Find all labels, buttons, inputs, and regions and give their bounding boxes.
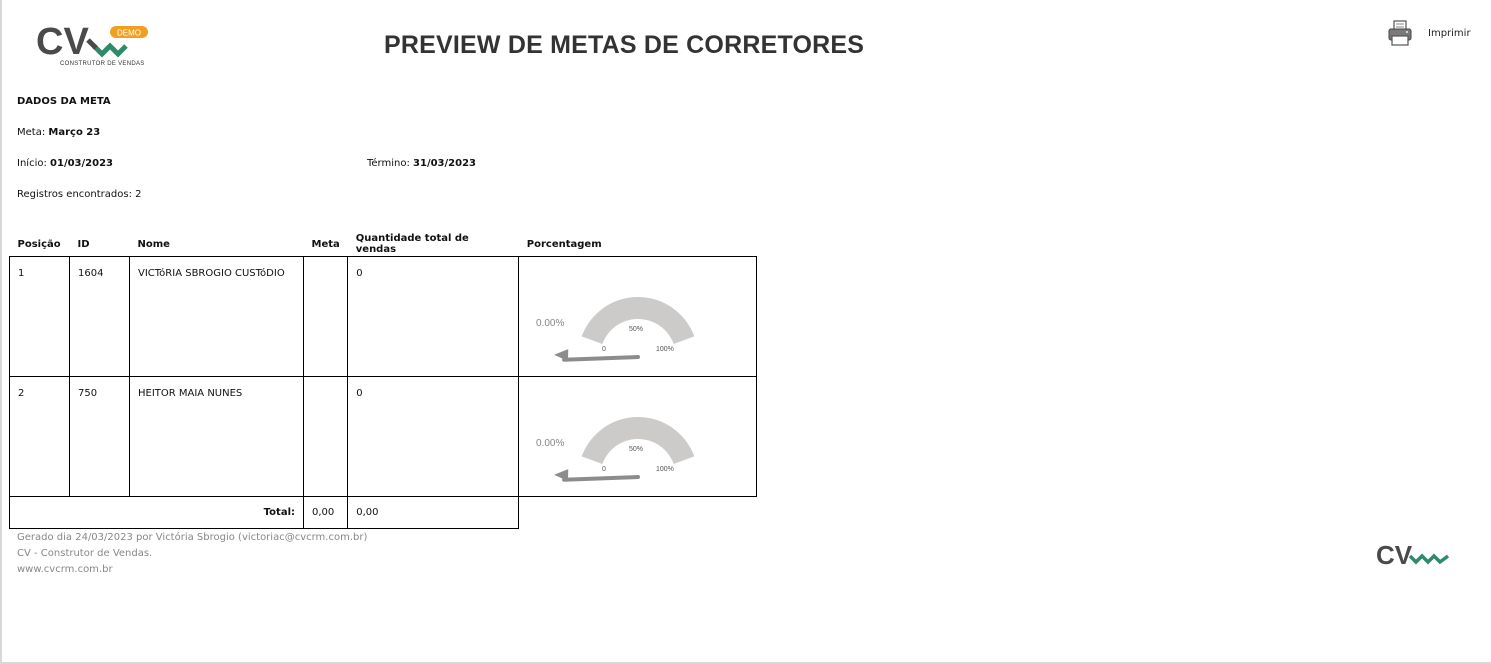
svg-text:CV: CV [1376, 540, 1413, 568]
cell-posicao: 2 [10, 376, 70, 496]
gauge-max-label: 100% [656, 345, 675, 353]
gauge-value-label: 0.00% [536, 317, 565, 329]
report-footer [17, 530, 367, 578]
col-porcentagem: Porcentagem [526, 238, 602, 250]
print-button[interactable] [1388, 20, 1471, 46]
termino-field [367, 158, 476, 169]
gauge-mid-label: 50% [629, 325, 644, 333]
gauge-needle [564, 357, 638, 360]
col-quantidade: Quantidade total de vendas [355, 233, 469, 256]
total-quantidade: 0,00 [348, 496, 519, 528]
percent-gauge [519, 377, 756, 493]
registros-value: 2 [135, 189, 142, 200]
meta-value: Março 23 [48, 127, 101, 138]
table-row [10, 376, 757, 496]
registros-field [17, 189, 142, 200]
footer-company: CV - Construtor de Vendas. [17, 548, 153, 559]
gauge-arc [582, 417, 695, 464]
gauge-min-label: 0 [602, 465, 607, 473]
cell-nome: VICTóRIA SBROGIO CUSTóDIO [130, 256, 304, 376]
termino-value: 31/03/2023 [413, 158, 476, 169]
inicio-field [17, 158, 113, 169]
gauge-needle [564, 477, 638, 480]
cv-logo-mark [36, 20, 154, 64]
cell-porcentagem [519, 376, 757, 496]
gauge-needle-head [554, 469, 568, 481]
section-title [17, 96, 111, 107]
inicio-label: Início: [17, 158, 47, 169]
section-title-text: DADOS DA META [17, 96, 111, 107]
gauge-max-label: 100% [656, 465, 675, 473]
gauge-needle-head [554, 349, 568, 361]
footer-logo [1376, 540, 1452, 568]
cell-posicao: 1 [10, 256, 70, 376]
percent-gauge [519, 257, 756, 373]
termino-label: Término: [367, 158, 410, 169]
cell-quantidade: 0 [348, 256, 519, 376]
total-empty [519, 496, 757, 528]
gauge-mid-label: 50% [629, 445, 644, 453]
cell-meta [304, 376, 348, 496]
gauge-value-label: 0.00% [536, 437, 565, 449]
col-posicao: Posição [17, 238, 61, 250]
table-row [10, 256, 757, 376]
col-meta: Meta [311, 238, 340, 250]
total-meta: 0,00 [304, 496, 348, 528]
brand-logo [36, 20, 154, 72]
cell-meta [304, 256, 348, 376]
cell-quantidade: 0 [348, 376, 519, 496]
cell-nome: HEITOR MAIA NUNES [130, 376, 304, 496]
cell-id: 750 [70, 376, 130, 496]
footer-generated: Gerado dia 24/03/2023 por Victória Sbrogio (victoriac@cvcrm.com.br) [17, 532, 368, 543]
logo-text: CV [36, 21, 89, 63]
registros-label: Registros encontrados: [17, 189, 132, 200]
demo-badge-text: DEMO [117, 28, 141, 38]
table-header-row [10, 233, 757, 256]
col-nome: Nome [137, 238, 170, 250]
gauge-min-label: 0 [602, 345, 607, 353]
meta-label: Meta: [17, 127, 46, 138]
inicio-value: 01/03/2023 [50, 158, 113, 169]
total-row [10, 496, 757, 528]
ranking-table [9, 233, 757, 529]
print-label[interactable]: Imprimir [1428, 27, 1471, 39]
logo-subtitle: CONSTRUTOR DE VENDAS [60, 61, 145, 67]
gauge-arc [582, 297, 695, 344]
cell-porcentagem [519, 256, 757, 376]
cell-id: 1604 [70, 256, 130, 376]
total-label: Total: [10, 496, 304, 528]
page-title: PREVIEW DE METAS DE CORRETORES [384, 31, 865, 59]
meta-field [17, 127, 100, 138]
footer-website: www.cvcrm.com.br [17, 564, 113, 575]
col-id: ID [77, 238, 90, 250]
printer-icon [1388, 20, 1412, 46]
